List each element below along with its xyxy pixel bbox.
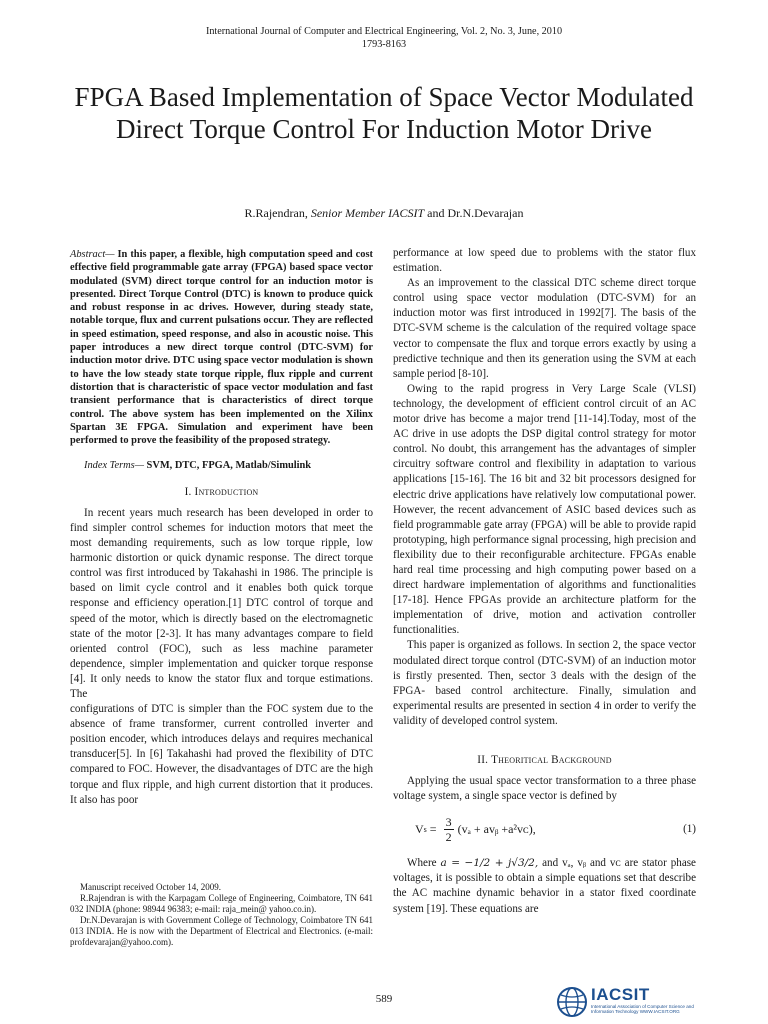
right-column bbox=[393, 246, 696, 917]
equation-rhs: (vₐ + avᵦ +a²vᴄ), bbox=[457, 821, 536, 836]
page-number: 589 bbox=[375, 993, 393, 1005]
equation-lhs-subscript: s bbox=[423, 824, 427, 834]
abstract bbox=[70, 248, 373, 447]
author-2: Dr.N.Devarajan bbox=[447, 206, 524, 220]
footnote-author-1: R.Rajendran is with the Karpagam College of Engineering, Coimbatore, TN 641 032 INDIA (phone: 98944 96383; e-mail: raja_mein@ yahoo.co.in). bbox=[70, 893, 373, 914]
author-1-role: Senior Member IACSIT bbox=[310, 206, 425, 220]
journal-line: International Journal of Computer and Electrical Engineering, Vol. 2, No. 3, June, 2010 bbox=[205, 26, 563, 37]
author-1: R.Rajendran, bbox=[244, 206, 311, 220]
index-terms bbox=[70, 459, 373, 472]
equation-equals: = bbox=[426, 821, 440, 836]
section-title: Introduction bbox=[194, 485, 259, 498]
footnotes bbox=[70, 882, 373, 948]
logo-wordmark: IACSIT bbox=[591, 985, 650, 1004]
author-separator: and bbox=[424, 206, 448, 220]
section-numeral: I. bbox=[184, 485, 192, 498]
section-title: Theoritical Background bbox=[491, 754, 612, 766]
equation-lhs: V bbox=[415, 821, 424, 836]
iacsit-logo bbox=[555, 985, 715, 1021]
left-column bbox=[70, 248, 373, 808]
paper-title: FPGA Based Implementation of Space Vector Modulated Direct Torque Control For Induction Motor Drive bbox=[74, 82, 694, 144]
footnote-author-2: Dr.N.Devarajan is with Government College of Technology, Coimbatore TN 641 013 INDIA. He is now with the Department of Electrical and Electronics. (e-mail: profdevarajan@yahoo.com). bbox=[70, 915, 373, 947]
issn: 1793-8163 bbox=[361, 39, 407, 50]
right-paragraph-3: This paper is organized as follows. In section 2, the space vector modulated direct torque control (DTC-SVM) of an induction motor is firstly presented. Then, sector 3 deals with the design of the FPGA- based control architecture. Finally, simulation and experimental results are presented in section 4 in order to verify the validity of developed control system. bbox=[393, 639, 696, 727]
equation-body bbox=[393, 815, 666, 844]
equation-number: (1) bbox=[683, 822, 696, 835]
logo-subtitle: International Association of Computer Science and Information Technology WWW.IACSIT.ORG bbox=[591, 1004, 694, 1015]
index-terms-text: SVM, DTC, FPGA, Matlab/Simulink bbox=[143, 460, 312, 472]
section-heading-background bbox=[393, 753, 696, 768]
fraction-denominator: 2 bbox=[445, 829, 452, 844]
intro-paragraph-2: configurations of DTC is simpler than the FOC system due to the absence of frame transformer, current controlled inverter and position encoder, which introduces delays and requires mechanical transducer[5]. In [6] Takahashi had proved the flexibility of DTC compared to FOC. However, the disadvantages of DTC are the high torque and flux ripple, and high current distortion that it produces. It also has poor bbox=[70, 703, 373, 806]
index-terms-lead: Index Terms— bbox=[84, 460, 144, 472]
globe-icon bbox=[555, 985, 589, 1019]
section-heading-introduction bbox=[70, 485, 373, 500]
inline-math: a = −1/2 + j√3/2, bbox=[440, 857, 539, 870]
background-paragraph-1: Applying the usual space vector transformation to a three phase voltage system, a single space vector is defined by bbox=[393, 775, 696, 803]
abstract-lead: Abstract— bbox=[70, 249, 115, 260]
fraction-numerator: 3 bbox=[445, 814, 452, 829]
background-paragraph-2 bbox=[393, 856, 696, 916]
right-paragraph-0: performance at low speed due to problems with the stator flux estimation. bbox=[393, 247, 696, 275]
where-continuation: and vₐ, vᵦ and vᴄ are stator phase voltages, it is possible to obtain a simple equations set that describe the AC machine dynamic behavior in a stator fixed coordinate system [19]. These equations are bbox=[393, 857, 696, 915]
journal-header bbox=[0, 25, 768, 51]
equation-fraction bbox=[444, 815, 454, 844]
footnote-manuscript: Manuscript received October 14, 2009. bbox=[80, 882, 221, 892]
where-text: Where bbox=[407, 857, 441, 870]
section-numeral: II. bbox=[477, 754, 489, 766]
equation-1 bbox=[393, 808, 696, 850]
right-paragraph-1: As an improvement to the classical DTC scheme direct torque control using space vector modulation (DTC-SVM) for an induction motor was first introduced in 1992[7]. The basis of the DTC-SVM scheme is the calculation of the required voltage space vector to compensate the flux and torque errors exactly by using a predictive technique and then its generation using the SVM at each sample period [8-10]. bbox=[393, 277, 696, 380]
author-line bbox=[0, 206, 768, 220]
intro-paragraph-1: In recent years much research has been developed in order to find simpler control schemes for induction motors that meet the most demanding requirements, such as low torque ripple, low harmonic distortion or quick dynamic response. The direct torque control was first introduced by Takahashi in 1986. The principle is based on limit cycle control and it enables both quick torque response and efficiency operation.[1] DTC control of torque and speed of the motor, which is directly based on the electromagnetic state of the motor [2-3]. It has many advantages compare to field oriented control (FOC), such as less machine parameter dependence, simpler implementation and quicker torque response [4]. It only needs to know the stator flux and torque estimations. The bbox=[70, 506, 373, 700]
right-paragraph-2: Owing to the rapid progress in Very Large Scale (VLSI) technology, the development of efficient control circuit of an AC motor drive has become a major trend [11-14].Today, most of the AC drive in use adopts the DSP digital control strategy for motor control. No doubt, this arrangement has the advantages of simpler circuitry software control and flexibility in adaptation to various applications [15-16]. The 16 bit and 32 bit processors designed for electric drive applications have relatively low computational power. However, the recent advancement of ASIC based devices such as field programmable gate array (FPGA) will be able to provide rapid prototyping, high performance signal processing, high precision and flexibility due to their reconfigurable architecture. FPGAs enable hard real time processing and high computing power based on a direct hardware implementation of algorithms and functionalities [17-18]. Hence FPGAs provide an architecture platform for the implementation of drive, motion and activation controller functionalities. bbox=[393, 382, 696, 637]
abstract-text: In this paper, a flexible, high computation speed and cost effective field programmable gate array (FPGA) based space vector modulated (SVM) direct torque control for an induction motor is presented. Direct Torque Control (DTC) is known to produce quick and robust response in ac drives. However, during steady state, notable torque, flux and current pulsations occur. They are reflected in speed estimation, speed response, and also in acoustic noise. This paper introduces a new direct torque control (DTC-SVM) for induction motor drive. DTC using space vector modulation is shown to have the low steady state torque ripple, flux ripple and current distortion that is characteristic of space vector modulation and fast transient performance that is characteristics of direct torque control. The above system has been implemented on the Xilinx Spartan 3E FPGA. Simulation and experiment have been performed to prove the feasibility of the proposed strategy. bbox=[70, 249, 373, 447]
